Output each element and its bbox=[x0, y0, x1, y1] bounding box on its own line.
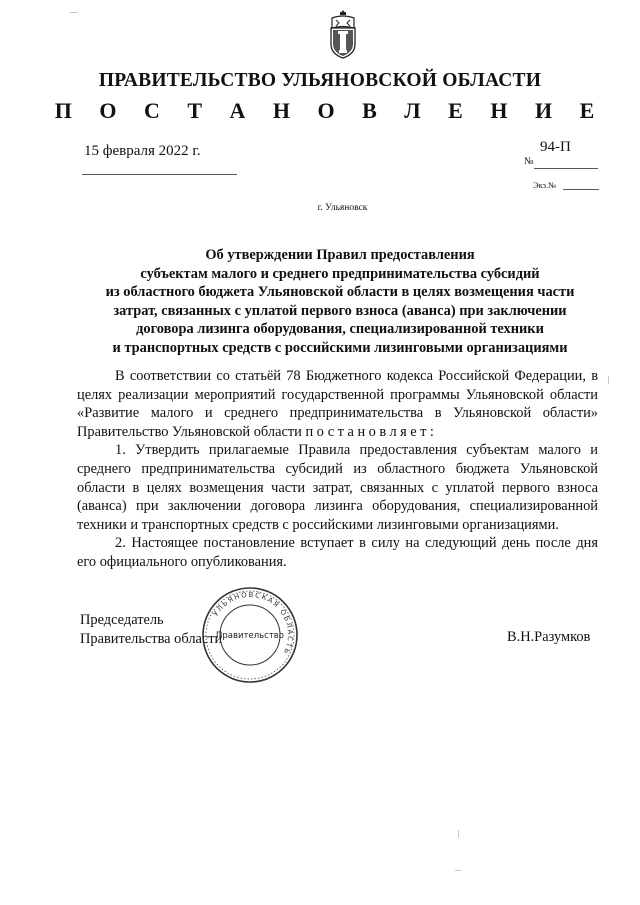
signatory-title-line-1: Председатель bbox=[80, 612, 164, 628]
seal-ring-text: УЛЬЯНОВСКАЯ ОБЛАСТЬ bbox=[211, 590, 295, 657]
document-date: 15 февраля 2022 г. bbox=[84, 143, 201, 159]
city: г. Ульяновск bbox=[317, 203, 368, 213]
official-seal bbox=[200, 585, 300, 685]
title-line: субъектам малого и среднего предпринимательства субсидий bbox=[140, 265, 540, 282]
copy-number-underline bbox=[563, 189, 599, 190]
scan-mark bbox=[455, 870, 461, 871]
number-underline bbox=[534, 168, 598, 169]
copy-number-label: Экз.№ bbox=[533, 180, 557, 190]
organization-name: ПРАВИТЕЛЬСТВО УЛЬЯНОВСКОЙ ОБЛАСТИ bbox=[98, 70, 542, 91]
item-2-paragraph: 2. Настоящее постановление вступает в силу на следующий день после дня его официального опубликования. bbox=[77, 535, 598, 570]
decree-word: постановляет: bbox=[305, 423, 438, 440]
document-body bbox=[77, 367, 598, 572]
scan-mark bbox=[458, 830, 459, 838]
title-line: Об утверждении Правил предоставления bbox=[205, 247, 475, 263]
document-type: П О С Т А Н О В Л Е Н И Е bbox=[54, 98, 606, 123]
number-sign: № bbox=[524, 156, 534, 167]
date-underline bbox=[82, 174, 237, 175]
title-line: из областного бюджета Ульяновской области в целях возмещения части bbox=[105, 284, 575, 301]
document-number: 94-П bbox=[540, 139, 571, 155]
scan-mark bbox=[608, 376, 609, 384]
title-line: и транспортных средств с российскими лизинговыми организациями bbox=[112, 339, 568, 356]
title-line: затрат, связанных с уплатой первого взноса (аванса) при заключении bbox=[113, 302, 567, 319]
coat-of-arms-icon bbox=[327, 8, 359, 60]
signatory-name: В.Н.Разумков bbox=[507, 629, 591, 645]
document-title bbox=[60, 246, 620, 358]
title-line: договора лизинга оборудования, специализированной техники bbox=[136, 321, 544, 338]
preamble-text: В соответствии со статьёй 78 Бюджетного кодекса Российской Федерации, в целях реализации мероприятий государственной программы Ульяновской области «Развитие малого и среднего предпринимательства в Ульяновской области» Правительство Ульяновской области bbox=[77, 368, 598, 440]
item-1-paragraph: 1. Утвердить прилагаемые Правила предоставления субъектам малого и среднего предпринимательства субсидий из областного бюджета Ульяновской области в целях возмещения части затрат, связанных с уплатой первого взноса (аванса) при заключении договора лизинга оборудования, специализированной техники и транспортных средств с российскими лизинговыми организациями. bbox=[77, 442, 598, 533]
scan-mark bbox=[70, 12, 78, 13]
seal-center-text: Правительство bbox=[216, 631, 284, 641]
preamble-paragraph bbox=[77, 367, 598, 441]
signatory-title-line-2: Правительства области bbox=[80, 631, 223, 647]
